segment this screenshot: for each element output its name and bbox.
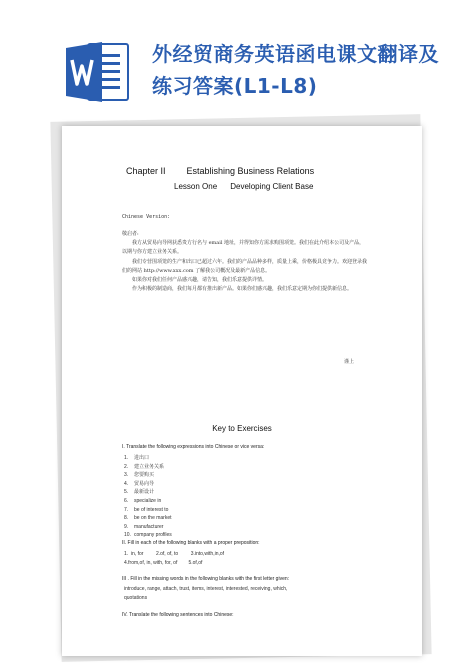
letter-paragraph: 作为积极的制造商，我们每月都有推出新产品。如果你们感兴趣，我们乐意定期为你们提供新信息。 [132,286,353,293]
list-item: 8. be on the market [124,515,172,522]
letter-paragraph: 如果你对我们任何产品感兴趣，请告知，我们乐意提供详情。 [132,277,268,284]
key-title: Key to Exercises [212,424,272,433]
answer-line: 4.from,of, in, with, for, of 5.of,of [124,560,203,566]
lesson-heading [174,182,414,191]
letter-paragraph: 我们专营围项笼的生产和出口已超过六年。我们的产品品种多样，质量上乘，价格极具竞争力。欢迎登录我们的网站 http://www.xxx.com 了解我公司概况及最新产品信息。 [122,258,368,274]
answer-line: introduce, range, attach, trust, items, interest, interested, receiving, which, [124,586,288,592]
answer-line: 1. in, for 2.of, of, to 3.into,with,in,of [124,551,225,557]
section-title: IV. Translate the following sentences into Chinese: [122,612,234,618]
list-item: 4. 贸易向导 [124,480,155,487]
lesson-title: Developing Client Base [230,182,314,191]
list-item: 9. manufacturer [124,523,164,530]
section-title: I. Translate the following expressions into Chinese or vice versa: [122,444,265,450]
chapter-heading [126,166,406,176]
page-title: 外经贸商务英语函电课文翻译及练习答案(L1-L8) [152,42,439,98]
list-item: 7. be of interest to [124,506,169,513]
letter-salutation: 敬启者: [122,231,139,237]
list-item: 1. 进出口 [124,455,150,461]
chinese-version-label: Chinese Version: [122,214,171,220]
chapter-title: Establishing Business Relations [186,166,315,176]
lesson-number: Lesson One [174,182,218,191]
exercise-list [124,454,354,540]
document-page [62,126,422,656]
list-item: 10. company profiles [124,532,172,539]
list-item: 6. specialize in [124,497,162,504]
word-document-icon [62,36,134,108]
chapter-number: Chapter II [126,166,166,176]
list-item: 3. 您要购买 [124,472,155,479]
letter-body [122,230,368,294]
letter-paragraph: 我方从贸易向导网获悉贵方行名与 email 地址，并得知你方需求购围项笼。我们在此介绍本公司及产品，以期与你方建立业务关系。 [122,240,365,256]
letter-closing: 谨上 [344,359,355,365]
section-title: III . Fill in the missing words in the following blanks with the first letter given: [122,576,290,582]
list-item: 5. 最新设计 [124,489,155,496]
answer-line: quotations [124,595,148,601]
section-title: II. Fill in each of the following blanks with a proper preposition: [122,540,260,546]
list-item: 2. 建立业务关系 [124,463,165,470]
